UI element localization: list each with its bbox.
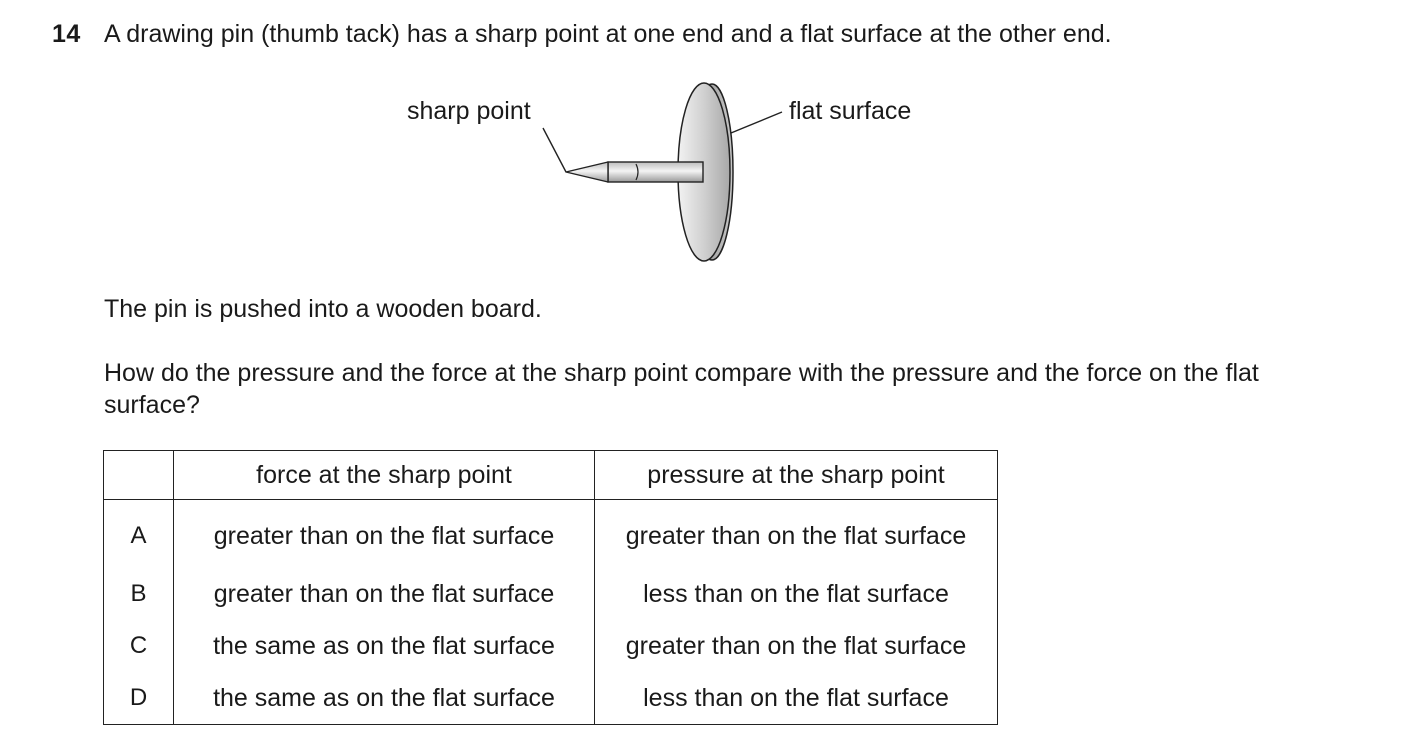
option-force: greater than on the flat surface [174, 568, 595, 620]
label-sharp-point: sharp point [407, 97, 531, 125]
option-row-c[interactable] [104, 620, 998, 672]
header-blank [104, 451, 174, 500]
option-force: the same as on the flat surface [174, 620, 595, 672]
question-text: A drawing pin (thumb tack) has a sharp point at one end and a flat surface at the other end. [104, 20, 1112, 48]
table-header-row [104, 451, 998, 500]
sharp-point-leader [543, 128, 566, 172]
header-pressure: pressure at the sharp point [595, 451, 998, 500]
context-paragraph: The pin is pushed into a wooden board. [104, 295, 542, 323]
question-prompt: How do the pressure and the force at the sharp point compare with the pressure and the force on the flat surface? [104, 359, 1259, 419]
answer-table [103, 450, 998, 725]
question-number: 14 [52, 20, 81, 48]
option-pressure: less than on the flat surface [595, 568, 998, 620]
pin-shaft [608, 162, 703, 182]
option-letter[interactable]: A [104, 500, 174, 569]
option-row-b[interactable] [104, 568, 998, 620]
option-pressure: greater than on the flat surface [595, 500, 998, 569]
option-force: the same as on the flat surface [174, 672, 595, 725]
option-row-a[interactable] [104, 500, 998, 569]
option-letter[interactable]: C [104, 620, 174, 672]
option-force: greater than on the flat surface [174, 500, 595, 569]
flat-surface-leader [731, 112, 782, 133]
option-pressure: less than on the flat surface [595, 672, 998, 725]
pin-point [566, 162, 608, 182]
option-letter[interactable]: B [104, 568, 174, 620]
option-pressure: greater than on the flat surface [595, 620, 998, 672]
label-flat-surface: flat surface [789, 97, 912, 125]
option-row-d[interactable] [104, 672, 998, 725]
header-force: force at the sharp point [174, 451, 595, 500]
option-letter[interactable]: D [104, 672, 174, 725]
